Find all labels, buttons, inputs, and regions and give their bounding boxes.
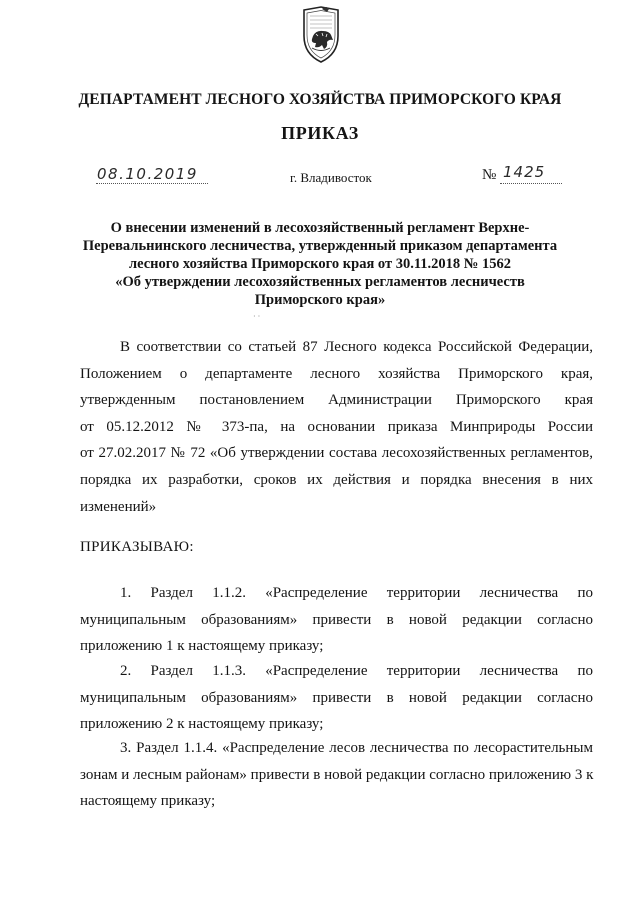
item-line: 2. Раздел 1.1.3. «Распределение территории лесничества по bbox=[120, 663, 593, 679]
order-item-2 bbox=[80, 658, 593, 738]
order-directive-word: ПРИКАЗЫВАЮ: bbox=[80, 539, 194, 555]
document-type: ПРИКАЗ bbox=[281, 123, 359, 143]
item-line: 1. Раздел 1.1.2. «Распределение территории лесничества по bbox=[120, 585, 593, 601]
city-label: г. Владивосток bbox=[290, 170, 372, 185]
subject-line: «Об утверждении лесохозяйственных регламентов лесничеств bbox=[115, 274, 525, 290]
item-line: приложению 2 к настоящему приказу; bbox=[80, 716, 324, 733]
item-line: 3. Раздел 1.1.4. «Распределение лесов лесничества по лесорастительным bbox=[120, 740, 593, 756]
number-underline bbox=[500, 183, 562, 184]
order-item-3 bbox=[80, 735, 593, 815]
item-line: настоящему приказу; bbox=[80, 793, 216, 810]
handwritten-date: 08.10.2019 bbox=[97, 165, 198, 183]
preamble-paragraph bbox=[80, 334, 593, 520]
item-line: муниципальным образованиям» привести в новой редакции согласно bbox=[80, 611, 593, 628]
preamble-line: В соответствии со статьей 87 Лесного кодекса Российской Федерации, bbox=[120, 339, 593, 355]
item-line: зонам и лесным районам» привести в новой редакции согласно приложению 3 к bbox=[80, 766, 594, 783]
subject-line: лесного хозяйства Приморского края от 30.11.2018 № 1562 bbox=[129, 256, 511, 272]
preamble-line: изменений» bbox=[80, 498, 157, 515]
coat-of-arms-icon bbox=[296, 6, 346, 64]
department-name: ДЕПАРТАМЕНТ ЛЕСНОГО ХОЗЯЙСТВА ПРИМОРСКОГО КРАЯ bbox=[78, 91, 562, 108]
handwritten-number: 1425 bbox=[503, 163, 546, 181]
scan-speck: · · bbox=[253, 312, 261, 321]
preamble-line: Положением о департаменте лесного хозяйства Приморского края, bbox=[80, 365, 593, 382]
subject-line: Приморского края» bbox=[254, 292, 386, 308]
preamble-line: утвержденным постановлением Администрации Приморского края bbox=[80, 392, 593, 409]
subject-line: Перевальнинского лесничества, утвержденный приказом департамента bbox=[82, 238, 558, 254]
order-item-1 bbox=[80, 580, 593, 660]
item-line: муниципальным образованиям» привести в новой редакции согласно bbox=[80, 689, 593, 706]
number-label: № bbox=[482, 167, 497, 183]
date-underline bbox=[96, 183, 208, 184]
item-line: приложению 1 к настоящему приказу; bbox=[80, 638, 324, 655]
subject-line: О внесении изменений в лесохозяйственный регламент Верхне- bbox=[110, 220, 530, 236]
preamble-line: от 05.12.2012 № 373-па, на основании приказа Минприроды России bbox=[80, 418, 593, 435]
document-subject bbox=[70, 219, 570, 309]
preamble-line: от 27.02.2017 № 72 «Об утверждении состава лесохозяйственных регламентов, bbox=[80, 445, 593, 462]
preamble-line: порядка их разработки, сроков их действия и порядка внесения в них bbox=[80, 471, 593, 488]
